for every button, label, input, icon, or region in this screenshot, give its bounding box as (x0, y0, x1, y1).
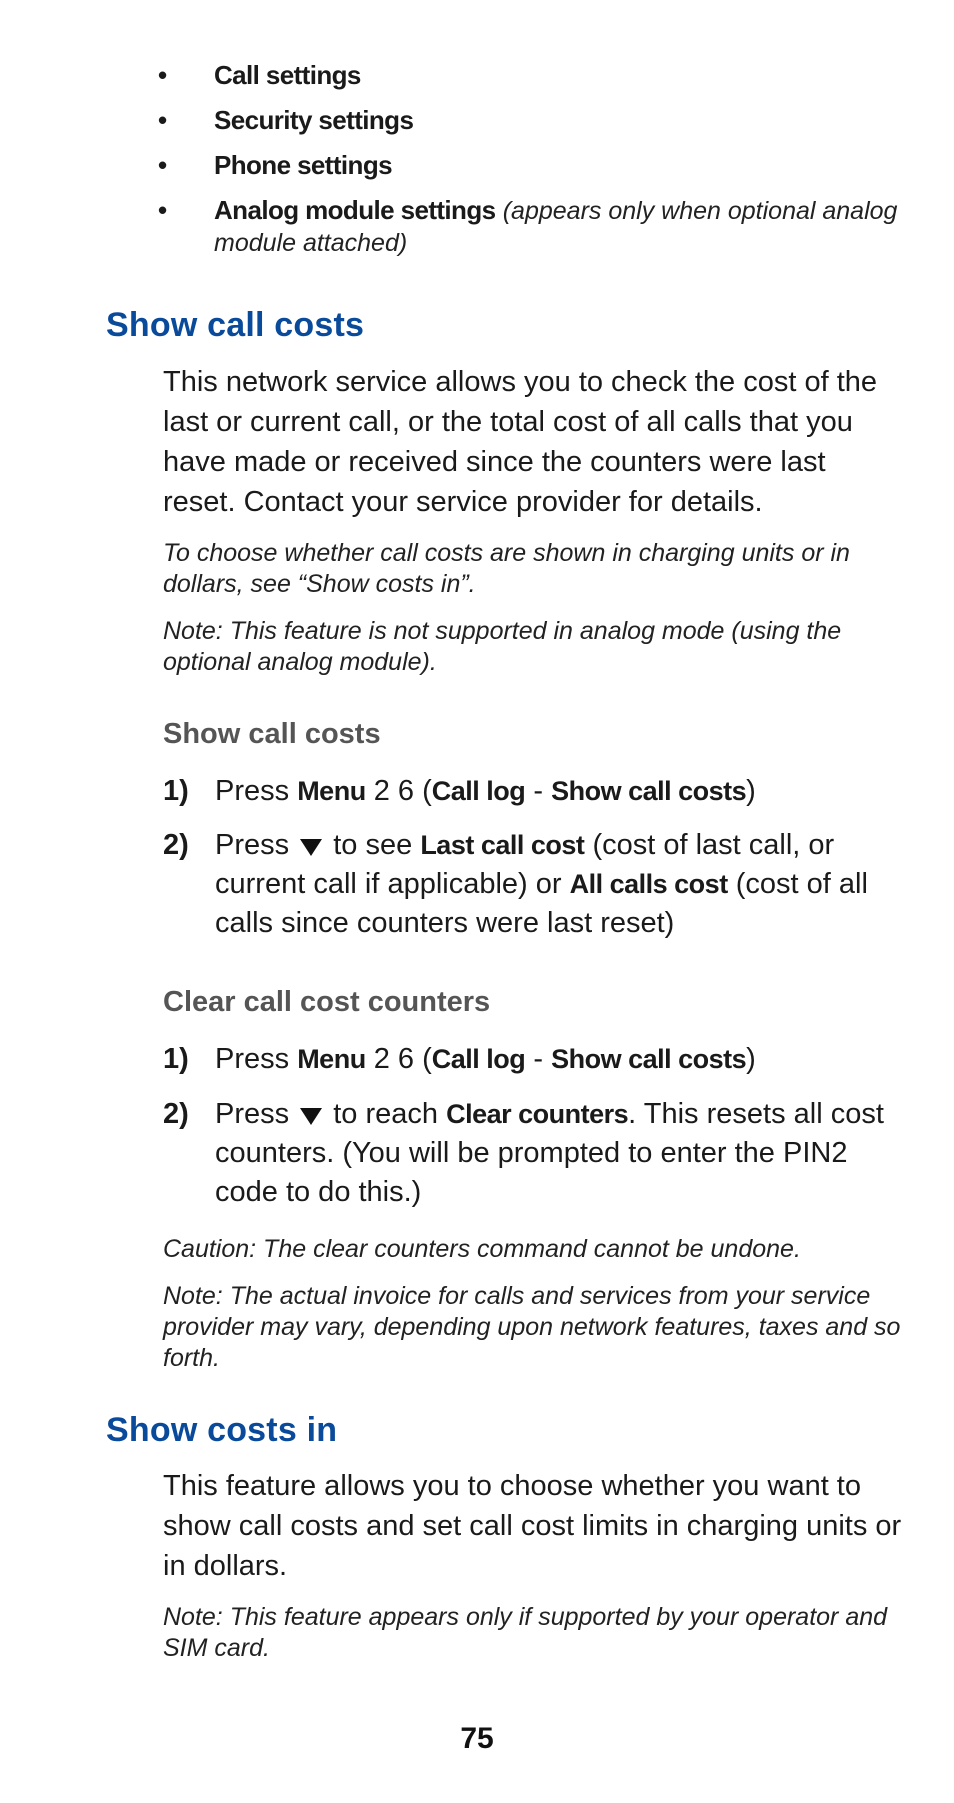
key-label: Clear counters (446, 1099, 629, 1129)
key-label: Call log (431, 1044, 526, 1074)
bullet-icon: • (158, 150, 168, 180)
section-heading-show-costs-in: Show costs in (106, 1411, 338, 1449)
step-text: Press to reach Clear counters. This resets all cost counters. (You will be prompted to enter the PIN2 code to do this.) (215, 1098, 884, 1208)
section-intro: This network service allows you to check the cost of the last or current call, or the total cost of all calls that you have made or received since the counters were last reset. Contact your service provider for details. (163, 366, 878, 518)
subheading-show-call-costs: Show call costs (163, 718, 381, 750)
key-label: All calls cost (569, 869, 728, 899)
bullet-icon: • (158, 105, 168, 135)
key-label: Menu (297, 776, 366, 806)
step-item (163, 772, 903, 811)
step-item (163, 1040, 903, 1079)
bullet-label: Call settings (214, 60, 361, 90)
page-number: 75 (460, 1722, 494, 1755)
list-item (158, 60, 898, 91)
bullet-label: Analog module settings (214, 195, 496, 225)
key-label: Show call costs (551, 776, 747, 806)
step-text: Press Menu 2 6 (Call log - Show call costs) (215, 775, 756, 807)
key-label: Menu (297, 1044, 366, 1074)
bullet-icon: • (158, 195, 168, 225)
list-item (158, 105, 898, 136)
section-heading-show-call-costs: Show call costs (106, 306, 365, 344)
note-text: Note: This feature appears only if supported by your operator and SIM card. (163, 1603, 888, 1662)
down-arrow-icon (300, 1108, 322, 1125)
bullet-icon: • (158, 60, 168, 90)
bullet-description: (appears only when optional analog module attached) (214, 197, 898, 257)
step-item (163, 1095, 903, 1212)
key-label: Show call costs (551, 1044, 747, 1074)
step-text: Press Menu 2 6 (Call log - Show call costs) (215, 1043, 756, 1075)
note-text: Note: This feature is not supported in analog mode (using the optional analog module). (163, 617, 842, 676)
key-label: Last call cost (420, 830, 585, 860)
list-item (158, 150, 898, 181)
step-number: 2) (163, 829, 189, 861)
down-arrow-icon (300, 839, 322, 856)
step-number: 2) (163, 1098, 189, 1130)
section-intro: This feature allows you to choose whether you want to show call costs and set call cost limits in charging units or in dollars. (163, 1470, 902, 1582)
bullet-label: Phone settings (214, 150, 392, 180)
bullet-label: Security settings (214, 105, 414, 135)
key-label: Call log (431, 776, 526, 806)
subheading-clear-call-cost-counters: Clear call cost counters (163, 986, 491, 1018)
step-number: 1) (163, 775, 189, 807)
step-text: Press to see Last call cost (cost of last call, or current call if applicable) or All calls cost (cost of all calls since counters were last reset) (215, 829, 868, 939)
caution-text: Caution: The clear counters command cannot be undone. (163, 1235, 801, 1263)
settings-bullet-list (158, 60, 898, 273)
note-text: To choose whether call costs are shown in charging units or in dollars, see “Show costs in”. (163, 539, 850, 598)
step-number: 1) (163, 1043, 189, 1075)
step-item (163, 826, 903, 943)
list-item (158, 195, 898, 259)
note-text: Note: The actual invoice for calls and services from your service provider may vary, depending upon network features, taxes and so forth. (163, 1282, 901, 1372)
